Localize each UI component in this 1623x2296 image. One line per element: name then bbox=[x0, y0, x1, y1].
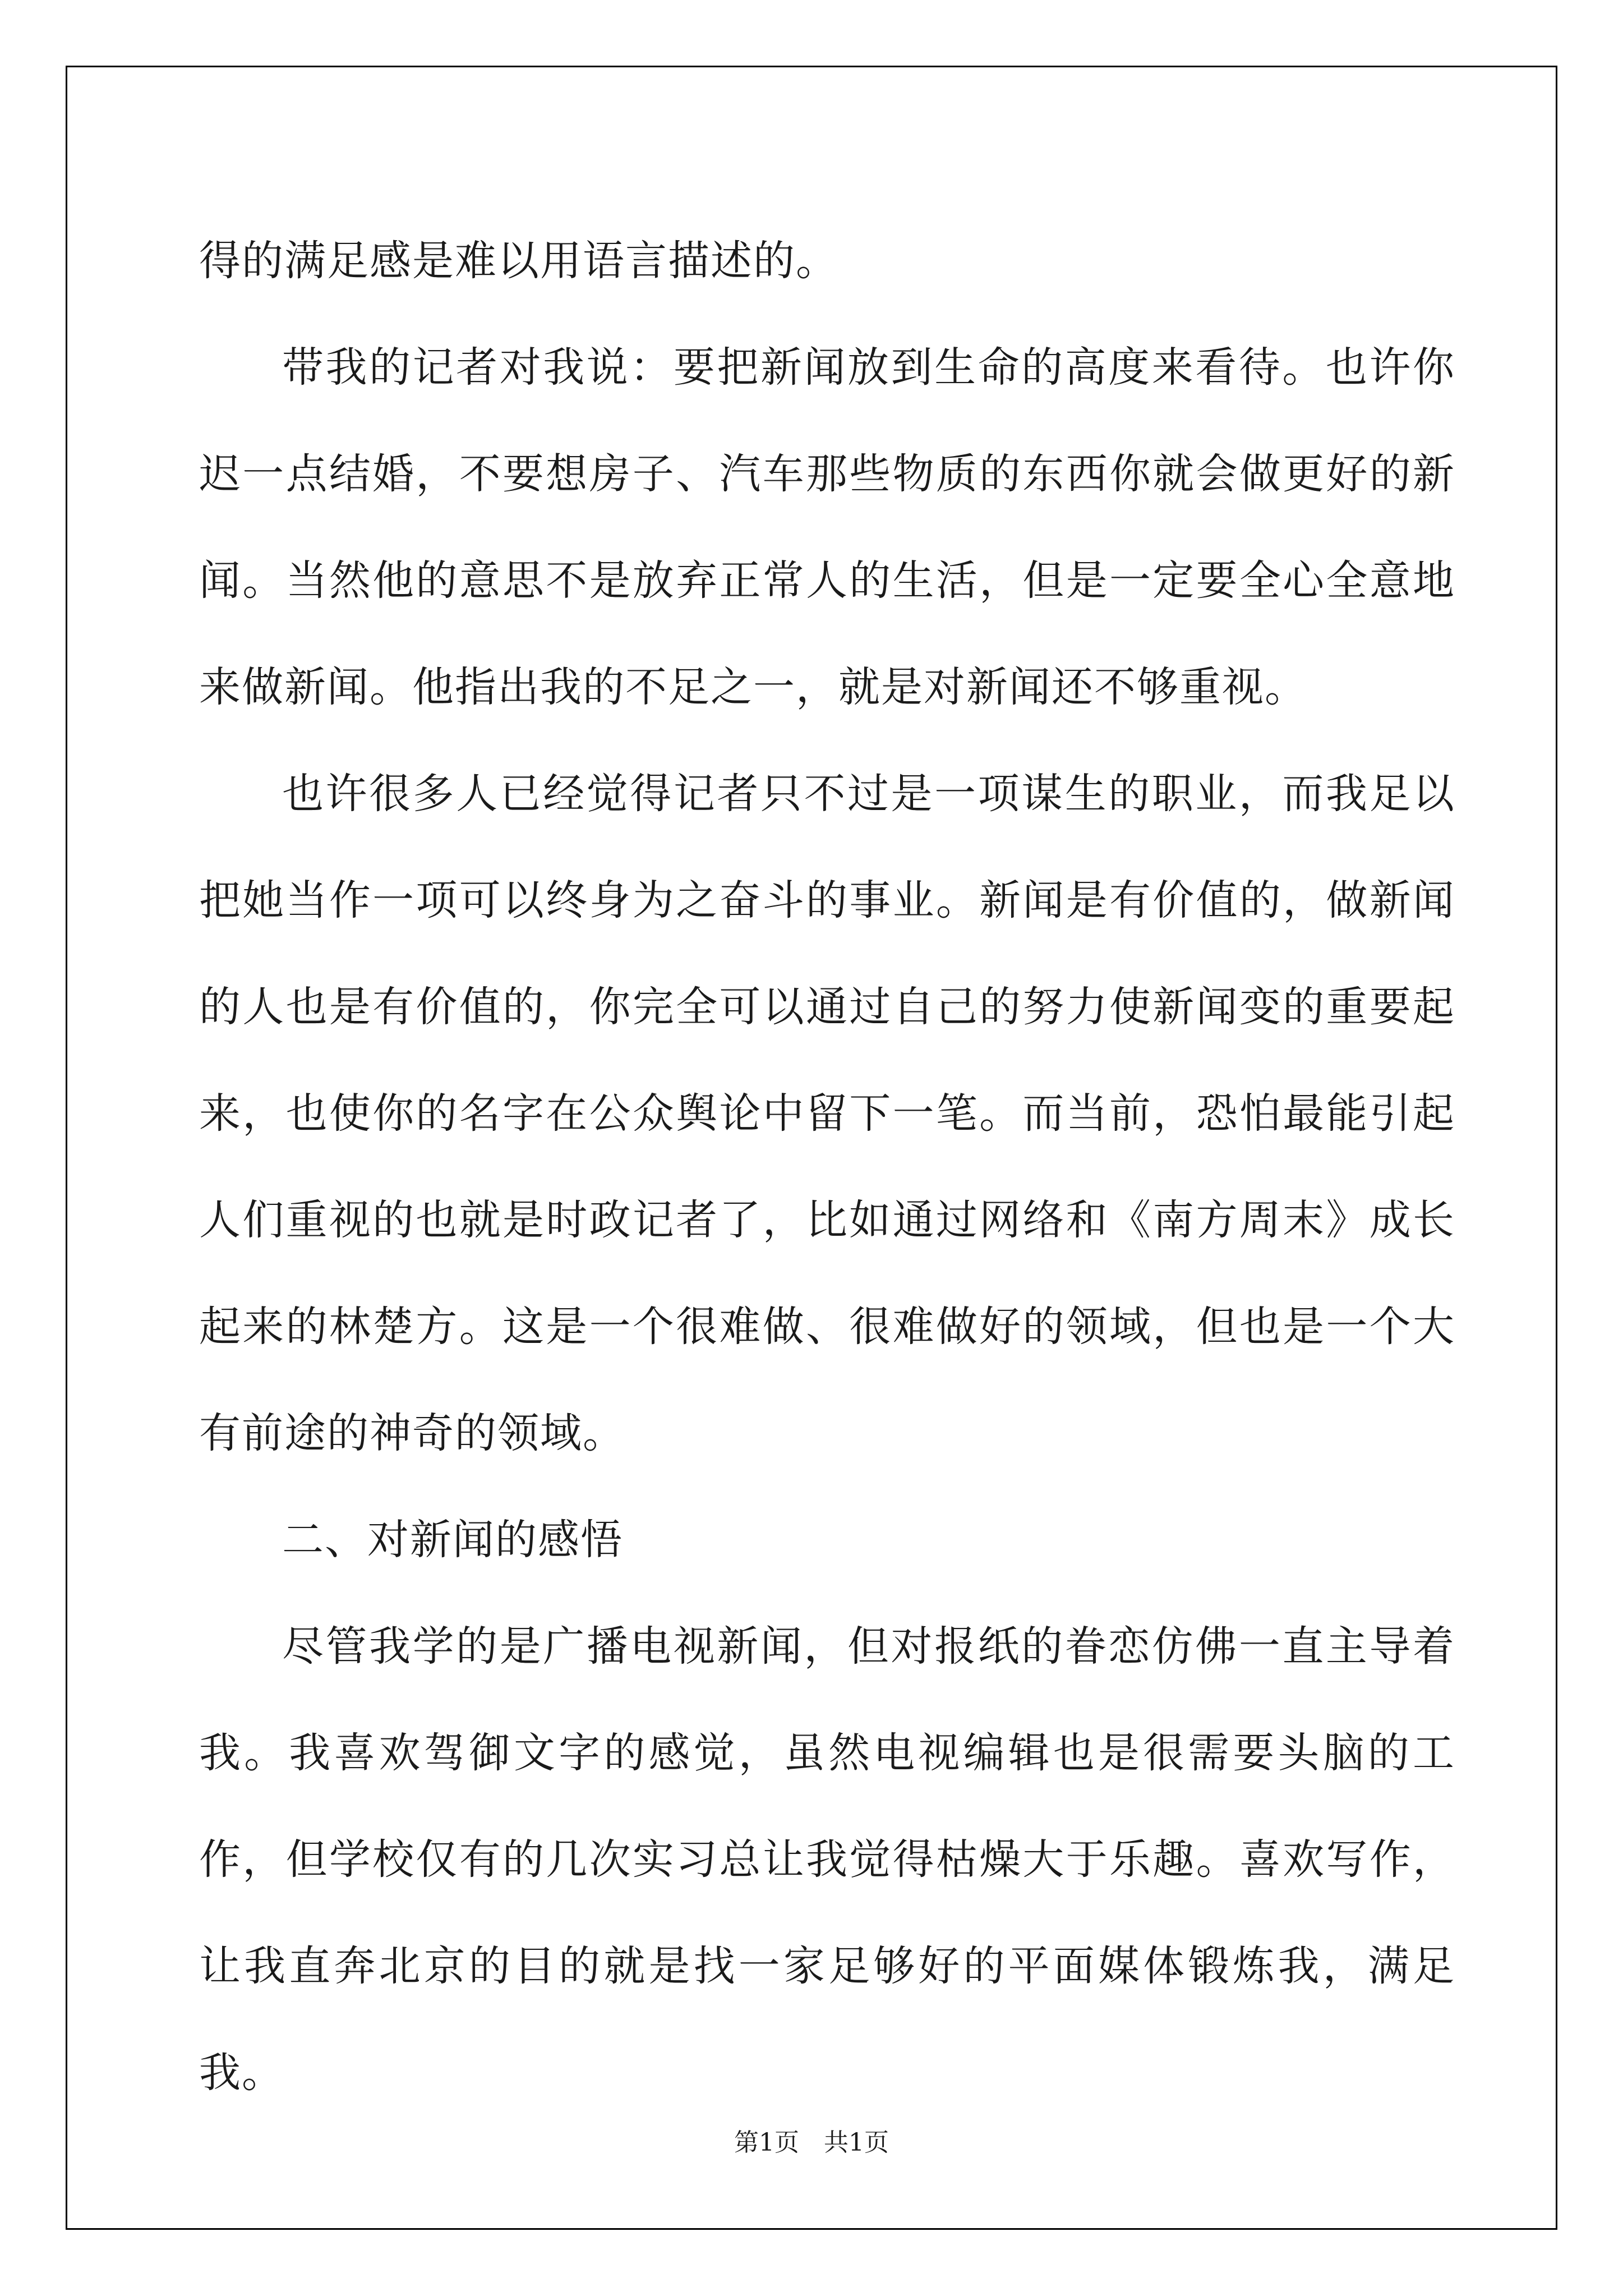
paragraph-4: 尽管我学的是广播电视新闻，但对报纸的眷恋仿佛一直主导着我。我喜欢驾御文字的感觉，虽然电视编辑也是很需要头脑的工作，但学校仅有的几次实习总让我觉得枯燥大于乐趣。喜欢写作，让我直奔北京的目的就是找一家足够好的平面媒体锻炼我，满足我。 bbox=[199, 1622, 1455, 2097]
paragraph-1: 得的满足感是难以用语言描述的。 bbox=[199, 237, 838, 285]
page-footer: 第1页 共1页 bbox=[734, 2128, 889, 2157]
document-body bbox=[199, 208, 1455, 2126]
section-heading: 二、对新闻的感悟 bbox=[282, 1516, 623, 1564]
paragraph-2: 带我的记者对我说：要把新闻放到生命的高度来看待。也许你迟一点结婚，不要想房子、汽车那些物质的东西你就会做更好的新闻。当然他的意思不是放弃正常人的生活，但是一定要全心全意地来做新闻。他指出我的不足之一，就是对新闻还不够重视。 bbox=[199, 343, 1455, 711]
paragraph-3: 也许很多人已经觉得记者只不过是一项谋生的职业，而我足以把她当作一项可以终身为之奋斗的事业。新闻是有价值的，做新闻的人也是有价值的，你完全可以通过自己的努力使新闻变的重要起来，也使你的名字在公众舆论中留下一笔。而当前，恐怕最能引起人们重视的也就是时政记者了，比如通过网络和《南方周末》成长起来的林楚方。这是一个很难做、很难做好的领域，但也是一个大有前途的神奇的领域。 bbox=[199, 770, 1455, 1457]
